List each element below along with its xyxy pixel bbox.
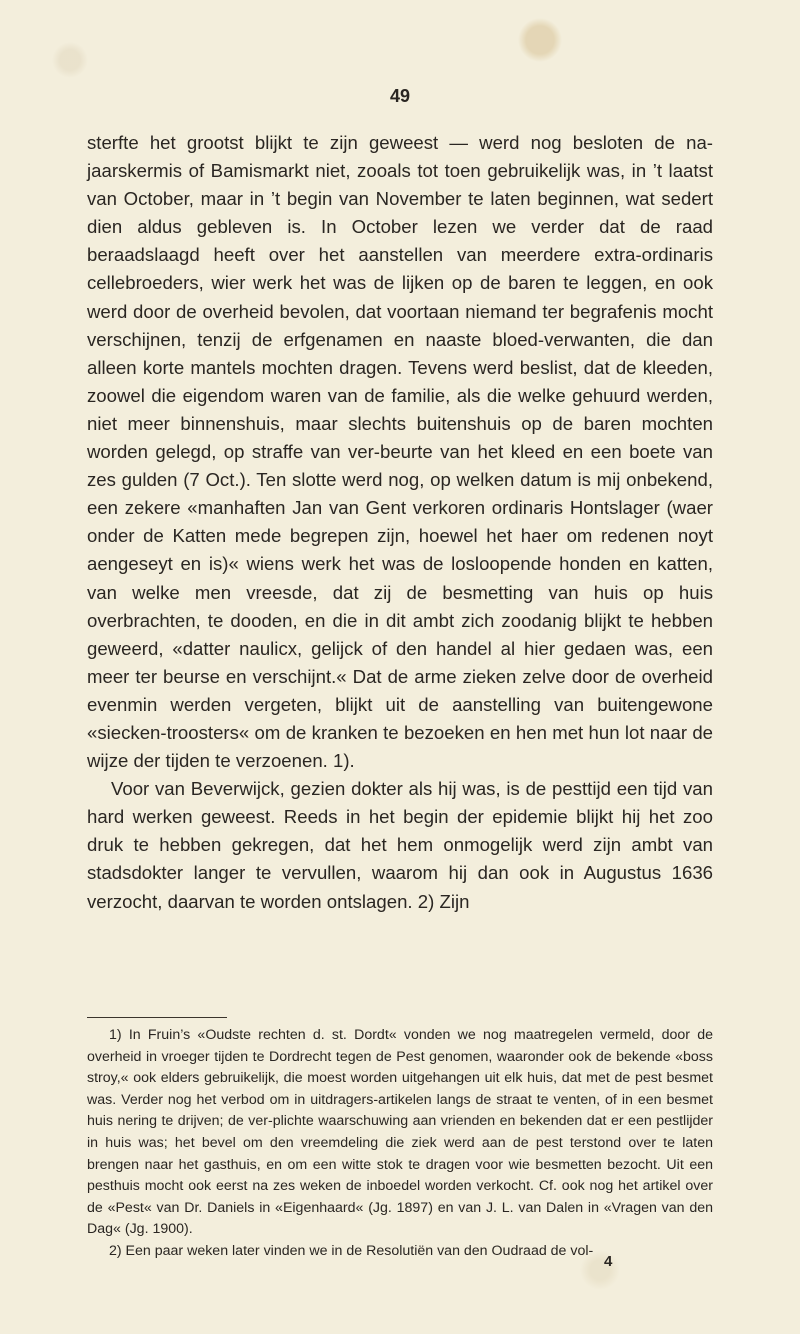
footnote: 1) In Fruin’s «Oudste rechten d. st. Dordt« vonden we nog maatregelen vermeld, door de overheid in vroeger tijden te Dordrecht tegen de Pest genomen, waaronder ook de bekende «boss stroy,« ook elders gebruikelijk, die moest worden uitgehangen uit elk huis, dat met de pest besmet was. Verder nog het verbod om in uitdragers-artikelen langs de straat te venten, of in een besmet huis nering te drijven; de ver-plichte waarschuwing aan vrienden en bekenden dat er een pestlijder in huis was; het bevel om den vreemdeling die ziek werd aan de pest terstond over te laten brengen naar het gasthuis, en om een witte stok te dragen voor wie besmetten bezocht. Uit een pesthuis mocht ook eerst na zes weken de inboedel worden verkocht. Cf. ook nog het artikel over de «Pest« van Dr. Daniels in «Eigenhaard« (Jg. 1897) en van J. L. van Dalen in «Vragen van den Dag« (Jg. 1900). bbox=[87, 1027, 713, 1238]
main-text bbox=[87, 129, 713, 916]
paragraph: Voor van Beverwijck, gezien dokter als hij was, is de pesttijd een tijd van hard werken geweest. Reeds in het begin der epidemie blijkt hij het zoo druk te hebben gekregen, dat het hem onmogelijk werd zijn ambt van stadsdokter langer te vervullen, waarom hij dan ook in Augustus 1636 verzocht, daarvan te worden ontslagen. 2) Zijn bbox=[87, 778, 713, 912]
page-number: 49 bbox=[389, 86, 411, 106]
footnote: 2) Een paar weken later vinden we in de Resolutiën van den Oudraad de vol- bbox=[109, 1242, 594, 1259]
footnote-divider bbox=[87, 1017, 227, 1018]
signature-mark: 4 bbox=[604, 1253, 613, 1270]
footnotes bbox=[87, 1025, 713, 1263]
paragraph: sterfte het grootst blijkt te zijn geweest — werd nog besloten de na-jaarskermis of Bamismarkt niet, zooals tot toen gebruikelijk was, in ’t laatst van October, maar in ’t begin van November te laten beginnen, wat sedert dien aldus gebleven is. In October lezen we verder dat de raad beraadslaagd heeft over het aanstellen van meerdere extra-ordinaris cellebroeders, wier werk het was de lijken op de baren te leggen, en ook werd door de overheid bevolen, dat voortaan niemand ter begrafenis mocht verschijnen, tenzij de erfgenamen en naaste bloed-verwanten, die dan alleen korte mantels mochten dragen. Tevens werd beslist, dat de kleeden, zoowel die eigendom waren van de familie, als die welke gehuurd werden, niet meer binnenshuis, maar slechts buitenshuis op de baren mochten worden gelegd, op straffe van ver-beurte van het kleed en een boete van zes gulden (7 Oct.). Ten slotte werd nog, op welken datum is mij onbekend, een zekere «manhaften Jan van Gent verkoren ordinaris Hontslager (waer onder de Katten mede begrepen zijn, hoewel het haer om redenen noyt aengeseyt en is)« wiens werk het was de losloopende honden en katten, van welke men vreesde, dat zij de besmetting van huis op huis overbrachten, te dooden, en die in dit ambt zich zoodanig blijkt te hebben geweerd, «datter naulicx, gelijck of den handel al hier gedaen was, een meer ter beurse en verschijnt.« Dat de arme zieken zelve door de overheid evenmin werden vergeten, blijkt uit de aanstelling van buitengewone «siecken-troosters« om de kranken te bezoeken en hen met hun lot naar de wijze der tijden te verzoenen. 1). bbox=[87, 132, 713, 772]
